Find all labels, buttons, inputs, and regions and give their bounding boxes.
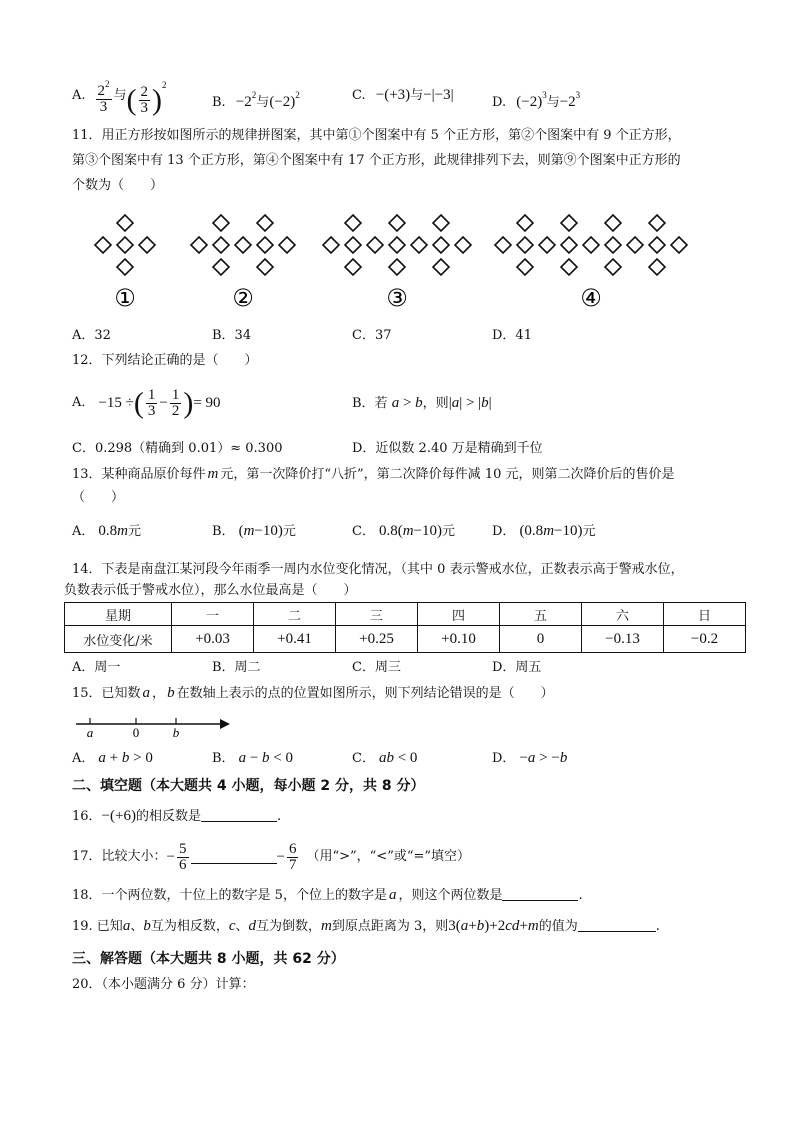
q10-a-label: A.: [72, 88, 86, 103]
q11-line2: 第③个图案中有 13 个正方形，第④个图案中有 17 个正方形，此规律排列下去，则第⑨个图案中正方形的: [72, 153, 681, 168]
q10-d-exp1: 3: [542, 90, 547, 100]
q18-pre: 18．一个两位数，十位上的数字是 5，个位上的数字是: [72, 888, 387, 903]
q13-d-label: D．: [492, 524, 516, 539]
q11-option-c: C．37: [352, 328, 392, 343]
q10-d-label: D.: [492, 95, 507, 110]
axis-label-a: a: [86, 725, 94, 740]
q16-pre: 16．: [72, 809, 102, 824]
q15-c-label: C．: [352, 751, 375, 766]
q13-c-label: C．: [352, 524, 375, 539]
q15-option-c: C． ab < 0: [352, 750, 418, 766]
section-3-heading: 三、解答题（本大题共 8 小题，共 62 分）: [72, 951, 345, 967]
axis-label-b: b: [172, 725, 180, 740]
table-header-row: [65, 603, 746, 626]
pattern-2: [191, 215, 295, 275]
q19-t3: 到原点距离为 3，则: [331, 919, 449, 934]
q10-a-conn: 与: [113, 88, 127, 103]
q17-post: （用“>”，“<”或“=”填空）: [306, 849, 471, 864]
q15-stem: 15．已知数 a ， b 在数轴上表示的点的位置如图所示，则下列结论错误的是（ ）: [72, 685, 554, 701]
table-row: [65, 626, 746, 653]
q12-option-d: D．近似数 2.40 万是精确到千位: [352, 441, 543, 456]
q15-option-a: A． a + b > 0: [72, 750, 153, 766]
q10-b-exp2: 2: [295, 90, 300, 100]
q15-stem-pre: 15．已知数: [72, 686, 141, 701]
q19-t1: 互为相反数，: [150, 919, 229, 934]
q15-option-b: B． a − b < 0: [212, 750, 293, 766]
q11-line3: 个数为（ ）: [72, 178, 164, 193]
table-cell: +0.03: [172, 626, 254, 653]
q17-pre: 17．比较大小：: [72, 849, 167, 864]
q19: 19. 已知a、b互为相反数，c、d互为倒数，m到原点距离为 3，则3(a+b)+2cd+m的值为 .: [72, 918, 660, 934]
q16-post: 的相反数是: [135, 809, 201, 824]
q18-blank[interactable]: [502, 888, 578, 901]
table-cell: 星期: [65, 603, 172, 626]
q16: 16．−(+6)的相反数是 .: [72, 808, 282, 824]
q18: 18．一个两位数，十位上的数字是 5，个位上的数字是 a ，则这个两位数是 .: [72, 887, 583, 903]
q15-d-label: D．: [492, 751, 516, 766]
q11-line1: 11．用正方形按如图所示的规律拼图案，其中第①个图案中有 5 个正方形，第②个图案中有 9 个正方形，: [72, 128, 681, 143]
q12-option-c: C．0.298（精确到 0.01）≈ 0.300: [72, 441, 283, 456]
table-cell: 六: [582, 603, 664, 626]
figure-label-3: ③: [386, 284, 408, 312]
q14-option-c: C．周三: [352, 660, 401, 675]
q10-option-a: A. $\frac{2^2}{3}$ 与 ( $\frac{2}{3}$ )$^2$: [72, 79, 167, 117]
q12-a-prefix: −15 ÷: [98, 395, 134, 411]
table-cell: 水位变化/米: [65, 626, 172, 653]
q15-stem-post: 在数轴上表示的点的位置如图所示，则下列结论错误的是（ ）: [176, 686, 554, 701]
figure-label-4: ④: [580, 284, 602, 312]
figure-label-2: ②: [232, 284, 254, 312]
q14-option-b: B．周二: [212, 660, 261, 675]
q10-b-exp1: 2: [251, 90, 257, 100]
q17: 17．比较大小： − $\frac{5}{6}$ − $\frac{6}{7}$ （用“>”，“<”或“=”填空）: [72, 840, 471, 873]
q12-b-label: B．若: [352, 396, 388, 411]
q20: 20．（本小题满分 6 分）计算：: [72, 977, 255, 992]
q13-stem-post: 元，第一次降价打“八折”，第二次降价每件减 10 元，则第二次降价后的售价是: [220, 467, 675, 482]
q13-option-c: C． 0.8(m−10)元: [352, 523, 456, 539]
q18-post: ，则这个两位数是: [398, 888, 503, 903]
q13-c-unit: 元: [442, 524, 456, 539]
q13-b-label: B．: [212, 524, 235, 539]
table-cell: 一: [172, 603, 254, 626]
q14-line1: 14．下表是南盘江某河段今年雨季一周内水位变化情况，（其中 0 表示警戒水位，正数表示高于警戒水位，: [72, 562, 684, 577]
q19-t2: 互为倒数，: [256, 919, 322, 934]
table-cell: 四: [418, 603, 500, 626]
q13-b-unit: 元: [282, 524, 296, 539]
pattern-4: [495, 215, 687, 275]
q16-blank[interactable]: [201, 809, 277, 822]
q10-option-c: C. −(+3)与−|−3|: [352, 87, 454, 103]
table-cell: 三: [336, 603, 418, 626]
q10-b-conn: 与: [256, 95, 270, 110]
q14-line2: 负数表示低于警戒水位），那么水位最高是（ ）: [64, 583, 357, 598]
q12-option-a: A． −15 ÷ ( $\frac{1}{3}$ − $\frac{1}{2}$ ) = 90: [72, 386, 221, 419]
q11-option-d: D．41: [492, 328, 532, 343]
q12-stem: 12．下列结论正确的是（ ）: [72, 353, 258, 368]
q14-option-d: D．周五: [492, 660, 542, 675]
q11-option-a: A．32: [72, 328, 111, 343]
q13-option-b: B． (m−10)元: [212, 523, 296, 539]
table-cell: −0.13: [582, 626, 664, 653]
q12-b-mid: ，则: [422, 396, 449, 411]
axis-label-zero: 0: [132, 725, 140, 740]
table-cell: 0: [500, 626, 582, 653]
q13-a-unit: 元: [127, 524, 141, 539]
number-line: [74, 712, 234, 740]
q10-option-b: B. $-2^2$与$(-2)^2$: [212, 90, 300, 110]
q13-option-d: D． (0.8m−10)元: [492, 523, 596, 539]
q17-blank[interactable]: [191, 851, 277, 864]
q10-c-label: C.: [352, 88, 366, 103]
figure-label-1: ①: [114, 284, 136, 312]
q19-blank[interactable]: [578, 919, 656, 932]
q10-b-label: B.: [212, 95, 226, 110]
q19-pre: 19. 已知: [72, 919, 123, 934]
q13-d-unit: 元: [582, 524, 596, 539]
table-cell: −0.2: [664, 626, 746, 653]
table-cell: +0.41: [254, 626, 336, 653]
q13-stem-pre: 13．某种商品原价每件: [72, 467, 206, 482]
q13-option-a: A． 0.8m元: [72, 523, 141, 539]
q15-stem-mid: ，: [152, 686, 166, 701]
section-2-heading: 二、填空题（本大题共 4 小题，每小题 2 分，共 8 分）: [72, 778, 425, 794]
table-cell: 五: [500, 603, 582, 626]
q12-option-b: B．若 a > b，则|a| > |b|: [352, 395, 492, 411]
q11-pattern-figure: [80, 206, 720, 316]
q10-d-exp2: 3: [575, 90, 581, 100]
table-cell: 二: [254, 603, 336, 626]
table-cell: +0.25: [336, 626, 418, 653]
q10-a-exp2: 2: [162, 79, 167, 90]
q13-paren: （ ）: [72, 490, 125, 505]
q12-a-result: = 90: [193, 395, 221, 411]
q19-t4: 的值为: [538, 919, 578, 934]
q11-option-b: B．34: [212, 328, 252, 343]
q10-option-d: D. $(-2)^3$与$-2^3$: [492, 90, 581, 110]
q13-a-label: A．: [72, 524, 95, 539]
q14-option-a: A．周一: [72, 660, 121, 675]
q10-d-conn: 与: [546, 95, 560, 110]
table-cell: 日: [664, 603, 746, 626]
q15-a-label: A．: [72, 751, 95, 766]
table-cell: +0.10: [418, 626, 500, 653]
q13-stem: 13．某种商品原价每件 m 元，第一次降价打“八折”，第二次降价每件减 10 元，则第二次降价后的售价是: [72, 466, 675, 482]
q12-a-label: A．: [72, 395, 95, 410]
pattern-1: [95, 215, 155, 275]
water-level-table: [64, 602, 746, 653]
q10-a-exp1: 2: [105, 79, 110, 89]
q15-b-label: B．: [212, 751, 235, 766]
pattern-3: [323, 215, 471, 275]
q15-option-d: D． −a > −b: [492, 750, 568, 766]
q10-c-conn: 与: [410, 88, 424, 103]
